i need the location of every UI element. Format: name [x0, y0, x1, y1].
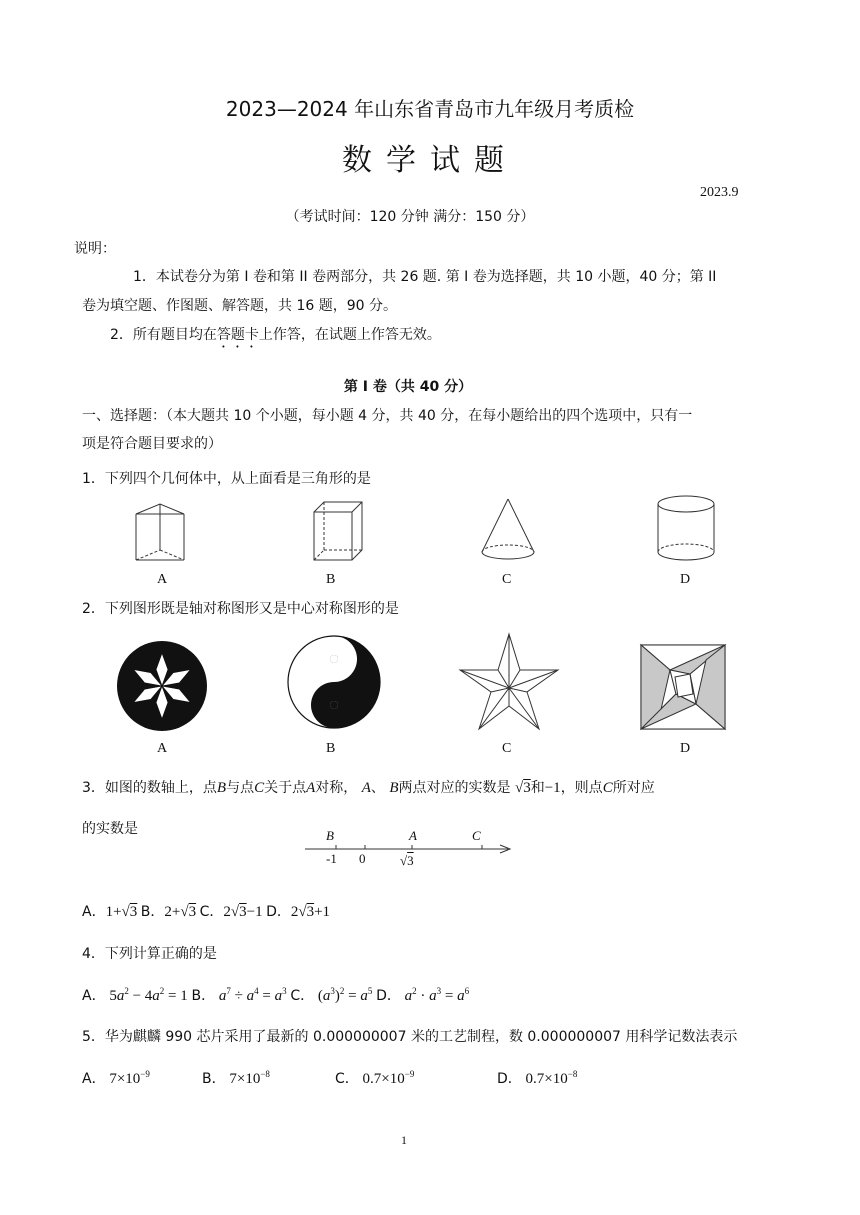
question-3-text-line-2: 的实数是: [82, 821, 138, 837]
q3-option-c-tail: −1: [246, 904, 263, 920]
q3-option-c-radical: √3: [230, 904, 247, 920]
numberline-tick-0: 0: [359, 851, 366, 866]
question-1-option-d: D: [680, 572, 691, 587]
q3-point-a: A: [306, 780, 316, 796]
question-2-option-c: C: [502, 741, 512, 756]
q4-option-c-label: C．: [290, 988, 315, 1004]
question-3-text-line-1: [82, 777, 655, 797]
q3-text-g: 和: [530, 780, 545, 796]
q3-option-d-label: D．: [266, 904, 291, 920]
q3-option-c-value: 2: [223, 904, 231, 920]
triangular-prism-figure: [130, 500, 190, 568]
pinwheel-square-figure: [640, 644, 726, 730]
q3-text-e: 、: [370, 780, 385, 796]
q3-point-c-2: C: [602, 780, 613, 796]
q5-option-c: C． $0.7\times 10^{-9}$: [335, 1069, 415, 1087]
page-number: 1: [401, 1133, 407, 1147]
q4-option-b-label: B．: [191, 988, 216, 1004]
q3-text-f: 两点对应的实数是: [398, 780, 511, 796]
question-3-options: [82, 901, 330, 921]
question-1-option-c: C: [502, 572, 512, 587]
exam-title: 2023—2024 年山东省青岛市九年级月考质检: [225, 97, 635, 121]
question-4-options: A． $5a^2 - 4a^2 = 1$ B． $a^7 \div a^4 = a^3$ C． $(a^3)^2 = a^5$ D． $a^2 \cdot a^3 = a^6$: [82, 986, 470, 1004]
question-4-text: 4．下列计算正确的是: [82, 946, 217, 962]
q3-option-a-value: 1+: [105, 904, 122, 920]
q3-text-c: 关于点: [264, 780, 307, 796]
question-5-text: 5．华为麒麟 990 芯片采用了最新的 0.000000007 米的工艺制程，数 0.000000007 用科学记数法表示: [82, 1029, 738, 1045]
section-title: 第 I 卷（共 40 分）: [343, 379, 473, 395]
q3-option-d-tail: +1: [314, 904, 331, 920]
instruction-item-2: [110, 324, 441, 351]
question-2-option-d: D: [680, 741, 691, 756]
five-pointed-star-figure: [458, 632, 560, 732]
q3-point-a-2: A: [361, 780, 371, 796]
question-1-option-a: A: [157, 572, 168, 587]
cube-figure: [310, 498, 366, 564]
question-2-option-b: B: [326, 741, 336, 756]
numberline-tick-sqrt3: √3: [400, 853, 414, 868]
subject-title: 数学试题: [342, 143, 518, 178]
numberline-tick-neg1: -1: [326, 851, 337, 866]
q5-option-a: A． $7\times 10^{-9}$: [82, 1069, 150, 1087]
q3-option-a-label: A．: [82, 904, 106, 920]
star-circle-figure: [116, 640, 208, 732]
cone-figure: [478, 496, 538, 564]
numberline-label-b: B: [326, 828, 334, 843]
q5-option-b: B． $7\times 10^{-8}$: [202, 1069, 270, 1087]
q3-option-d-value: 2: [290, 904, 299, 920]
question-2-option-a: A: [157, 741, 168, 756]
q3-sqrt3: √3: [514, 780, 531, 796]
q3-text-a: 3．如图的数轴上，点: [82, 780, 217, 796]
q3-point-c: C: [254, 780, 265, 796]
question-1-text: 1．下列四个几何体中，从上面看是三角形的是: [82, 471, 371, 487]
q3-text-i: 所对应: [612, 780, 655, 796]
q3-option-b-label: B．: [140, 904, 165, 920]
q3-option-d-radical: √3: [298, 904, 315, 920]
yin-yang-figure: [286, 634, 382, 730]
q3-text-d: 对称，: [315, 780, 358, 796]
q3-point-b-2: B: [389, 780, 399, 796]
section-description-line-1: 一、选择题：（本大题共 10 个小题，每小题 4 分，共 40 分，在每小题给出的四个选项中，只有一: [82, 408, 693, 424]
instruction-item-1-line-1: 1．本试卷分为第 I 卷和第 II 卷两部分，共 26 题. 第 I 卷为选择题，共 10 小题，40 分；第 II: [133, 269, 717, 285]
q3-option-a-radical: √3: [121, 904, 138, 920]
q3-text-b: 与点: [226, 780, 255, 796]
instruction-item-2-prefix: 2．所有题目均在: [110, 327, 217, 343]
question-1-option-b: B: [326, 572, 336, 587]
numberline-label-a: A: [409, 828, 417, 843]
q3-point-b: B: [216, 780, 227, 796]
instruction-item-2-emphasis: 答题卡: [216, 327, 259, 343]
section-description-line-2: 项是符合题目要求的）: [82, 436, 222, 452]
q3-option-c-label: C．: [199, 904, 224, 920]
exam-info: （考试时间：120 分钟 满分：150 分）: [285, 209, 535, 225]
instructions-label: 说明：: [74, 241, 116, 257]
q3-text-h: ，则点: [560, 780, 603, 796]
q3-option-b-value: 2+: [164, 904, 181, 920]
question-2-text: 2．下列图形既是轴对称图形又是中心对称图形的是: [82, 601, 399, 617]
q4-option-a-label: A．: [82, 988, 106, 1004]
numberline-label-c: C: [472, 828, 481, 843]
q4-option-d-label: D．: [376, 988, 401, 1004]
q3-neg1: −1: [544, 780, 561, 796]
q5-option-d: D． $0.7\times 10^{-8}$: [497, 1069, 578, 1087]
instruction-item-2-suffix: 上作答，在试题上作答无效。: [258, 327, 441, 343]
exam-date: 2023.9: [700, 185, 739, 200]
q3-option-b-radical: √3: [180, 904, 197, 920]
cylinder-figure: [654, 494, 718, 564]
instruction-item-1-line-2: 卷为填空题、作图题、解答题，共 16 题，90 分。: [82, 298, 397, 314]
